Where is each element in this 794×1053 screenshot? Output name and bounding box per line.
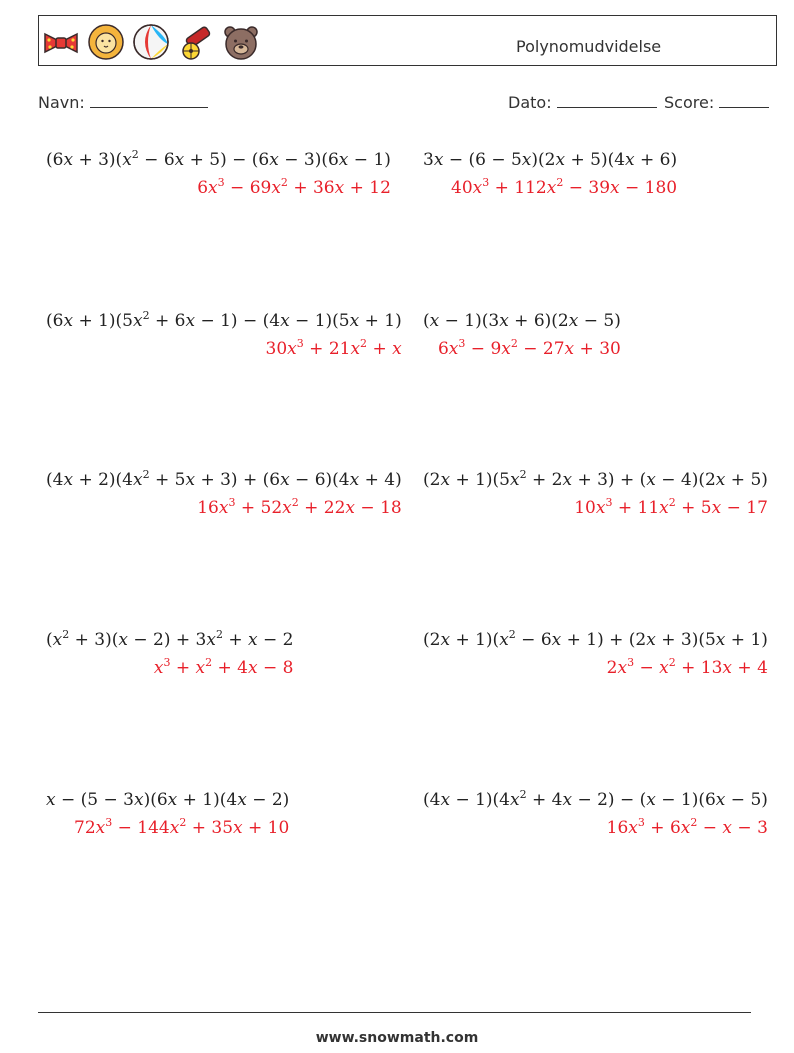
problem-answer: $10x^3 + 11x^2 + 5x - 17$ xyxy=(574,496,768,518)
problem-item xyxy=(46,309,402,359)
header-box xyxy=(38,15,777,66)
problem-answer: $6x^3 - 69x^2 + 36x + 12$ xyxy=(197,176,391,198)
score-field xyxy=(664,93,769,112)
name-field xyxy=(38,93,208,112)
problem-question: $(2x + 1)(x^2 - 6x + 1) + (2x + 3)(5x + 1)$ xyxy=(423,628,768,650)
icon-strip xyxy=(41,22,261,62)
problem-question: $(6x + 3)(x^2 - 6x + 5) - (6x - 3)(6x - 1)$ xyxy=(46,148,391,170)
date-label: Dato: xyxy=(508,93,552,112)
score-blank[interactable] xyxy=(719,93,769,108)
problem-answer: $40x^3 + 112x^2 - 39x - 180$ xyxy=(451,176,678,198)
problem-item xyxy=(46,468,402,518)
problem-item xyxy=(423,468,768,518)
beach-ball-icon xyxy=(131,22,171,62)
problem-item xyxy=(423,628,768,678)
problem-item xyxy=(46,148,391,198)
footer-divider xyxy=(38,1012,751,1013)
date-field xyxy=(508,93,657,112)
worksheet-title: Polynomudvidelse xyxy=(516,37,662,56)
bear-icon xyxy=(221,22,261,62)
problem-question: x − (5 − 3x)(6x + 1)(4x − 2) xyxy=(46,790,290,810)
problem-item xyxy=(423,788,768,838)
bow-tie-icon xyxy=(41,22,81,62)
date-blank[interactable] xyxy=(557,93,657,108)
name-label: Navn: xyxy=(38,93,85,112)
lion-icon xyxy=(86,22,126,62)
problem-question: (x − 1)(3x + 6)(2x − 5) xyxy=(423,311,621,331)
problem-answer: $30x^3 + 21x^2 + x$ xyxy=(265,337,402,359)
problem-question: $(2x + 1)(5x^2 + 2x + 3) + (x - 4)(2x + 5)$ xyxy=(423,468,768,490)
problem-answer: $6x^3 - 9x^2 - 27x + 30$ xyxy=(437,337,621,359)
problem-item xyxy=(46,628,294,678)
problem-item xyxy=(46,790,290,838)
problem-answer: $16x^3 + 52x^2 + 22x - 18$ xyxy=(197,496,402,518)
problem-answer: $72x^3 - 144x^2 + 35x + 10$ xyxy=(74,816,290,838)
problem-answer: $2x^3 - x^2 + 13x + 4$ xyxy=(606,656,768,678)
problem-item xyxy=(423,311,621,359)
problem-answer: $16x^3 + 6x^2 - x - 3$ xyxy=(606,816,768,838)
cannon-icon xyxy=(176,22,216,62)
footer-url: www.snowmath.com xyxy=(315,1030,479,1046)
problem-question: $(4x - 1)(4x^2 + 4x - 2) - (x - 1)(6x - 5)$ xyxy=(423,788,768,810)
problem-answer: $x^3 + x^2 + 4x - 8$ xyxy=(153,656,294,678)
problem-question: 3x − (6 − 5x)(2x + 5)(4x + 6) xyxy=(423,150,678,170)
score-label: Score: xyxy=(664,93,715,112)
problem-question: $(6x + 1)(5x^2 + 6x - 1) - (4x - 1)(5x + 1)$ xyxy=(46,309,402,331)
problem-question: $(x^2 + 3)(x - 2) + 3x^2 + x - 2$ xyxy=(46,628,294,650)
name-blank[interactable] xyxy=(90,93,208,108)
problem-question: $(4x + 2)(4x^2 + 5x + 3) + (6x - 6)(4x + 4)$ xyxy=(46,468,402,490)
problem-item xyxy=(423,150,678,198)
